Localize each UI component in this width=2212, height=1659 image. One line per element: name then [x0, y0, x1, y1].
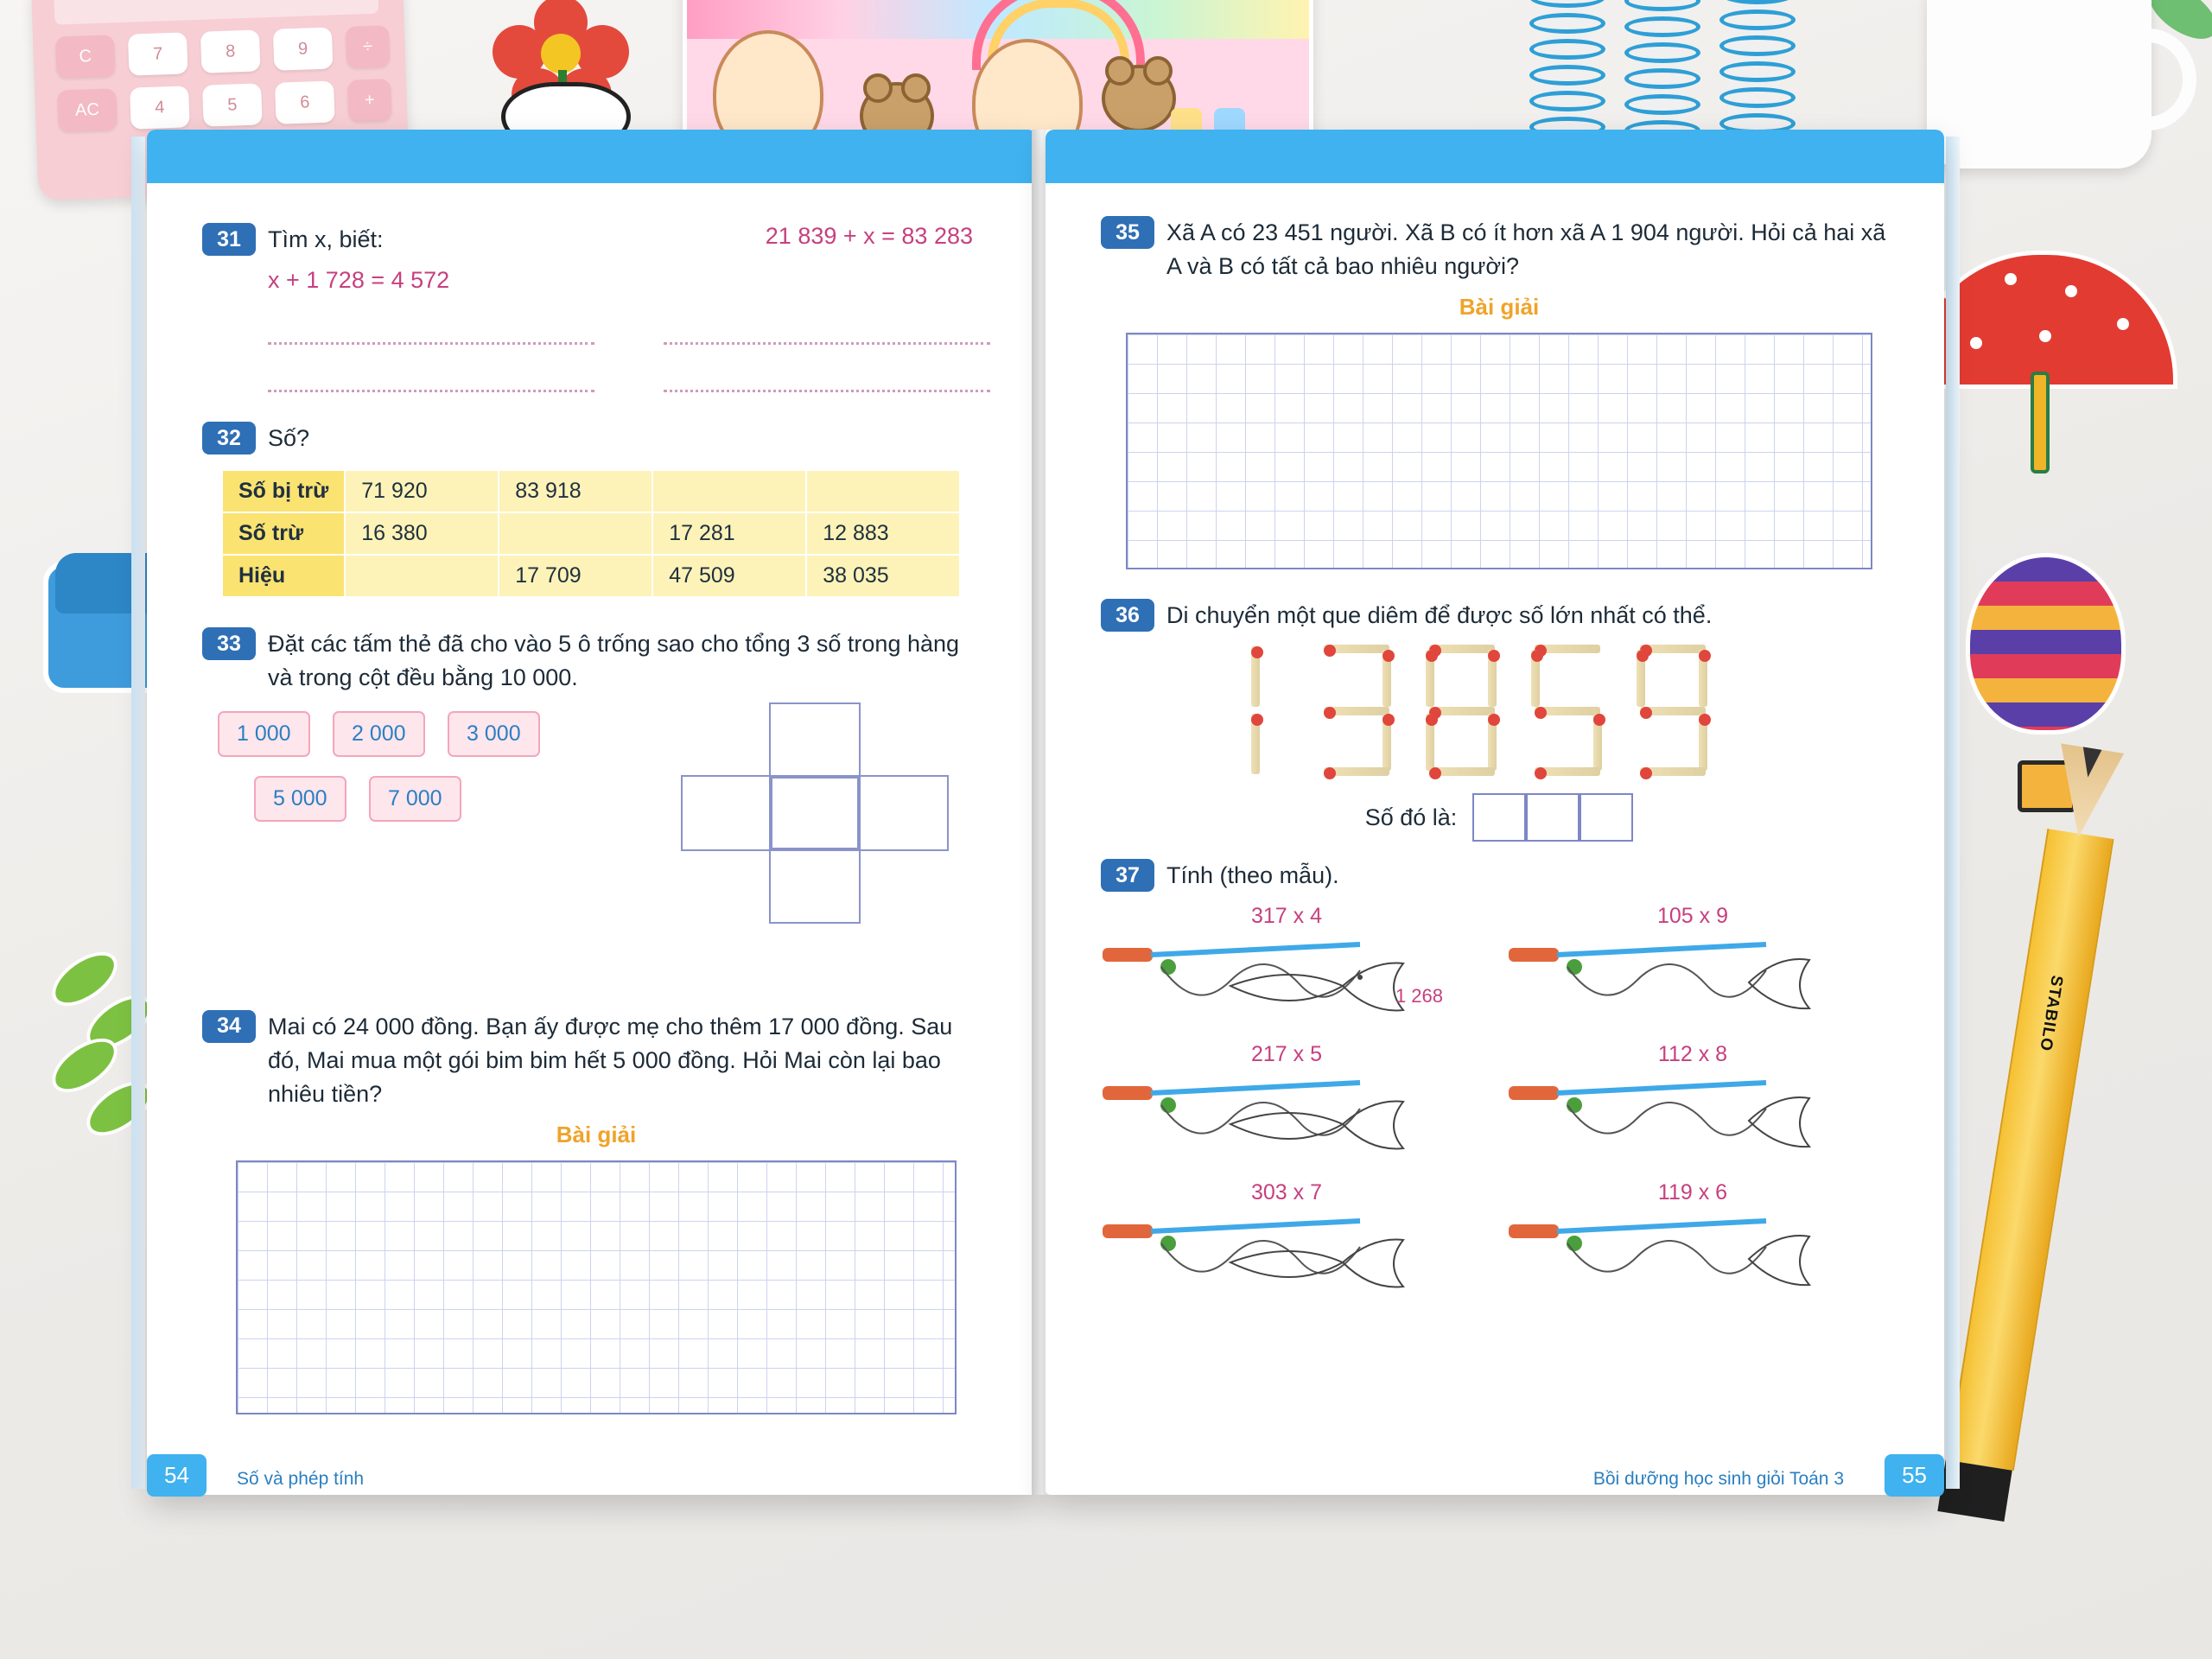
left-page: [147, 130, 1037, 1495]
calculator-key-8: 8: [200, 29, 261, 73]
table-cell: 83 918: [499, 470, 652, 512]
fishing-rod-icon: [1101, 1071, 1472, 1166]
table-cell[interactable]: [345, 555, 499, 597]
fishing-rod-icon: [1101, 1209, 1472, 1304]
fish-item: [1507, 1042, 1878, 1170]
matchstick-digit-1: [1213, 641, 1296, 779]
spiral-notebook: [1728, 0, 1780, 151]
answer-box[interactable]: [1472, 793, 1526, 842]
table-cell: 71 920: [345, 470, 499, 512]
cross-cell[interactable]: [769, 848, 861, 924]
answer-line[interactable]: [268, 367, 594, 392]
calculator-key-ac: AC: [57, 88, 118, 131]
fish-row: [1101, 1180, 1897, 1308]
calculator-display: [54, 0, 378, 25]
page-number-left: 54: [147, 1454, 207, 1497]
right-page-top-band: [1046, 130, 1944, 183]
exercise-35: [1101, 216, 1897, 283]
table-cell: 47 509: [652, 555, 806, 597]
fish-row: [1101, 904, 1897, 1032]
matchstick-digit-3: [1319, 641, 1402, 779]
matchstick-answer-row: [1101, 793, 1897, 842]
answer-line[interactable]: [664, 320, 990, 345]
fishing-rod-icon: [1507, 1209, 1878, 1304]
exercise-34: [202, 1010, 990, 1111]
number-card[interactable]: 2 000: [333, 711, 425, 757]
fishing-rod-icon: [1101, 932, 1472, 1027]
answer-box[interactable]: [1580, 793, 1633, 842]
table-cell: 38 035: [806, 555, 960, 597]
exercise-35-work-label: Bài giải: [1459, 294, 1540, 321]
row-header: Hiệu: [222, 555, 345, 597]
calculator-key-6: 6: [275, 80, 335, 124]
number-card[interactable]: 1 000: [218, 711, 310, 757]
fish-expression: 105 x 9: [1656, 903, 1728, 928]
number-card[interactable]: 7 000: [369, 776, 461, 822]
page-edge-left: [131, 137, 145, 1489]
fish-expression: 217 x 5: [1250, 1041, 1322, 1066]
exercise-number-33: 33: [202, 627, 256, 660]
table-cell: 12 883: [806, 512, 960, 555]
exercise-number-36: 36: [1101, 599, 1154, 632]
pencil-brand-label: STABILO: [2036, 974, 2066, 1053]
fish-expression: 119 x 6: [1657, 1179, 1728, 1205]
fish-expression: 317 x 4: [1250, 903, 1322, 928]
table-row: [222, 470, 960, 512]
exercise-number-31: 31: [202, 223, 256, 256]
page-edge-right: [1946, 137, 1960, 1489]
cross-cell[interactable]: [857, 775, 949, 851]
fish-item: [1101, 1042, 1472, 1170]
exercise-number-32: 32: [202, 422, 256, 454]
calculator-key-divide: ÷: [346, 25, 391, 68]
matchstick-digit-9: [1635, 641, 1718, 779]
exercise-31-prompt: Tìm x, biết:: [268, 226, 384, 252]
exercise-34-work-label: Bài giải: [556, 1121, 637, 1147]
exercise-32-prompt: Số?: [268, 425, 310, 452]
calculator-key-c: C: [55, 35, 116, 78]
exercise-37-prompt: Tính (theo mẫu).: [1166, 862, 1339, 889]
exercise-34-answer-grid[interactable]: [236, 1160, 957, 1414]
calculator-key-9: 9: [273, 27, 334, 70]
flower-toy: [484, 0, 657, 147]
answer-line[interactable]: [268, 320, 594, 345]
table-cell: 16 380: [345, 512, 499, 555]
table-cell: 17 281: [652, 512, 806, 555]
fish-item: [1101, 904, 1472, 1032]
matchstick-answer-boxes[interactable]: [1472, 793, 1633, 842]
cross-cell[interactable]: [769, 775, 861, 851]
answer-box[interactable]: [1526, 793, 1580, 842]
exercise-31-equation-left: x + 1 728 = 4 572: [268, 267, 450, 294]
fish-expression: 303 x 7: [1250, 1179, 1322, 1205]
right-page: [1046, 130, 1944, 1495]
exercise-35-prompt: Xã A có 23 451 người. Xã B có ít hơn xã A 1 904 người. Hỏi cả hai xã A và B có tất cả bao nhiêu người?: [1166, 219, 1886, 280]
fish-item: [1101, 1180, 1472, 1308]
spiral-notebook: [1633, 0, 1685, 151]
table-cell[interactable]: [499, 512, 652, 555]
table-cell[interactable]: [652, 470, 806, 512]
exercise-number-37: 37: [1101, 859, 1154, 892]
fish-item: [1507, 1180, 1878, 1308]
footer-label-left: Số và phép tính: [237, 1469, 365, 1489]
matchstick-digit-5: [1529, 641, 1612, 779]
calculator-key-5: 5: [202, 83, 263, 126]
subtraction-table: [221, 469, 961, 598]
answer-line[interactable]: [664, 367, 990, 392]
footer-label-right: Bồi dưỡng học sinh giỏi Toán 3: [1592, 1469, 1844, 1489]
exercise-33: [202, 627, 990, 695]
table-cell[interactable]: [806, 470, 960, 512]
spiral-notebook: [1538, 0, 1590, 151]
calculator-key-4: 4: [130, 86, 190, 129]
cross-cell[interactable]: [681, 775, 772, 851]
exercise-36-prompt: Di chuyển một que diêm để được số lớn nhất có thể.: [1166, 602, 1713, 629]
table-row: [222, 512, 960, 555]
exercise-number-34: 34: [202, 1010, 256, 1043]
exercise-36: [1101, 599, 1897, 632]
matchstick-answer-label: Số đó là:: [1364, 804, 1458, 830]
calculator-key-plus: +: [347, 79, 392, 122]
exercise-37: [1101, 859, 1897, 893]
open-book: [147, 130, 1944, 1521]
cross-grid: [681, 702, 940, 918]
number-card[interactable]: 3 000: [448, 711, 540, 757]
row-header: Số bị trừ: [222, 470, 345, 512]
matchstick-number: [1101, 641, 1897, 788]
fish-expression: 112 x 8: [1657, 1041, 1728, 1066]
left-page-footer: [147, 1445, 1037, 1500]
matchstick-digit-8: [1424, 641, 1507, 779]
page-number-right: 55: [1885, 1454, 1944, 1497]
exercise-32: [202, 422, 990, 455]
right-page-footer: [1046, 1445, 1944, 1500]
number-card[interactable]: 5 000: [254, 776, 346, 822]
table-cell: 17 709: [499, 555, 652, 597]
left-page-top-band: [147, 130, 1037, 183]
row-header: Số trừ: [222, 512, 345, 555]
fish-answer: 1 268: [1395, 984, 1443, 1007]
table-row: [222, 555, 960, 597]
fishing-rod-icon: [1507, 932, 1878, 1027]
fish-item: [1507, 904, 1878, 1032]
fishing-rod-icon: [1507, 1071, 1878, 1166]
exercise-31: [202, 223, 990, 392]
exercise-35-answer-grid[interactable]: [1126, 333, 1872, 569]
exercise-number-35: 35: [1101, 216, 1154, 249]
exercise-33-prompt: Đặt các tấm thẻ đã cho vào 5 ô trống sao cho tổng 3 số trong hàng và trong cột đều bằng 10 000.: [268, 631, 960, 691]
cross-cell[interactable]: [769, 702, 861, 779]
mug: [1927, 0, 2152, 168]
exercise-34-prompt: Mai có 24 000 đồng. Bạn ấy được mẹ cho thêm 17 000 đồng. Sau đó, Mai mua một gói bim bim hết 5 000 đồng. Hỏi Mai còn lại bao nhiêu tiền?: [268, 1013, 953, 1107]
calculator-key-7: 7: [128, 32, 188, 75]
fish-row: [1101, 1042, 1897, 1170]
exercise-31-equation-right: 21 839 + x = 83 283: [765, 223, 973, 249]
